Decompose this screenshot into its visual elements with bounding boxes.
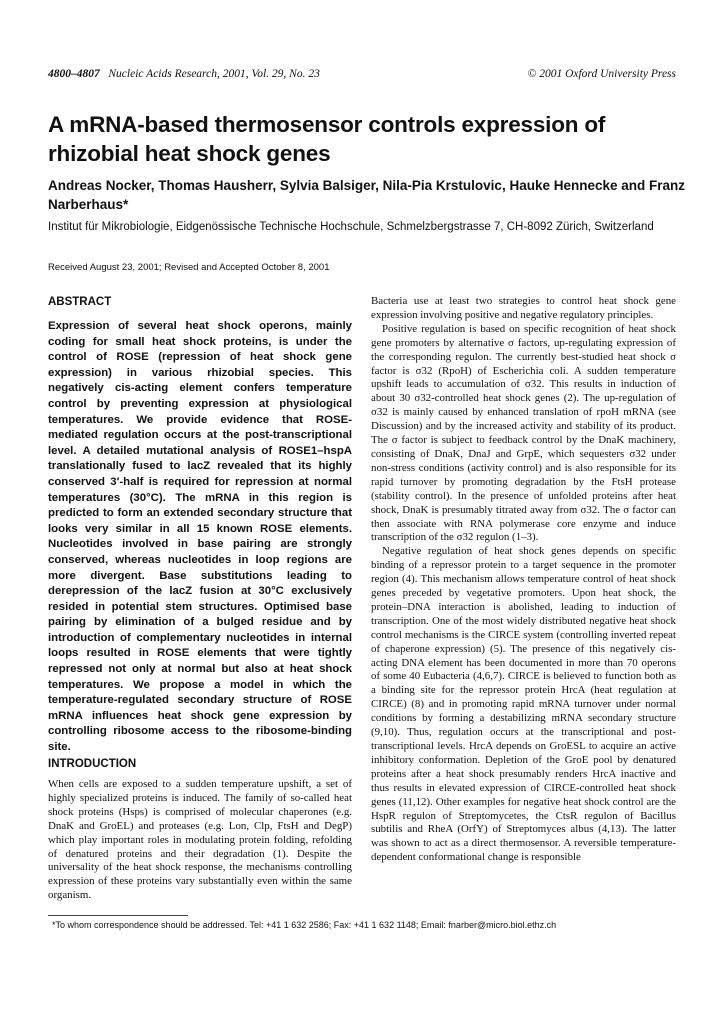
correspondence-footnote: *To whom correspondence should be addressed. Tel: +41 1 632 2586; Fax: +41 1 632 1148; Email: fnarber@micro.biol.ethz.ch: [52, 920, 557, 930]
right-column: [371, 295, 676, 865]
page-range: 4800–4807: [48, 68, 100, 80]
footnote-divider: [48, 915, 188, 916]
received-dates: Received August 23, 2001; Revised and Accepted October 8, 2001: [48, 262, 330, 273]
paragraph-strategies: Bacteria use at least two strategies to control heat shock gene expression involving positive and negative regulatory principles.: [371, 295, 676, 321]
article-title: A mRNA-based thermosensor controls expression of rhizobial heat shock genes: [48, 112, 606, 166]
author-list: Andreas Nocker, Thomas Hausherr, Sylvia Balsiger, Nila-Pia Krstulovic, Hauke Hennecke and Franz Narberhaus*: [48, 178, 685, 212]
affiliation: Institut für Mikrobiologie, Eidgenössische Technische Hochschule, Schmelzbergstrasse 7, CH-8092 Zürich, Switzerland: [48, 221, 654, 233]
journal-citation: Nucleic Acids Research, 2001, Vol. 29, No. 23: [108, 68, 320, 80]
paragraph-positive-regulation: Positive regulation is based on specific recognition of heat shock gene promoters by alternative σ factors, up-regulating expression of the corresponding regulon. The currently best-studied heat shock σ factor is σ32 (RpoH) of Escherichia coli. A sudden temperature upshift leads to accumulation of σ32. This results in induction of about 30 σ32-controlled heat shock genes (2). The up-regulation of σ32 is mainly caused by enhanced translation of rpoH mRNA (see Discussion) and by the increased activity and stability of its product. The σ factor is subject to feedback control by the DnaK machinery, consisting of DnaK, DnaJ and GrpE, which sequesters σ32 under non-stress conditions (activity control) and is also responsible for its rapid turnover by promoting degradation by the FtsH protease (stability control). In the presence of unfolded proteins after heat shock, DnaK is presumably titrated away from σ32. The σ factor can then associate with RNA polymerase core enzyme and induce transcription of the σ32 regulon (1–3).: [371, 322, 676, 544]
introduction-text: When cells are exposed to a sudden temperature upshift, a set of highly specialized proteins is induced. The family of so-called heat shock proteins (Hsps) is comprised of molecular chaperones (e.g. DnaK and GroEL) and proteases (e.g. Lon, Clp, FtsH and DegP) which play important roles in modulating protein folding, refolding of denatured proteins and their degradation (1). Despite the universality of the heat shock response, the mechanisms controlling expression of these proteins vary substantially even within the same organism.: [48, 778, 352, 902]
copyright-notice: © 2001 Oxford University Press: [527, 68, 676, 80]
introduction-heading: INTRODUCTION: [48, 758, 137, 770]
paragraph-negative-regulation: Negative regulation of heat shock genes depends on specific binding of a repressor protein to a target sequence in the promoter region (4). This mechanism allows temperature control of heat shock genes preceded by vegetative promoters. Upon heat shock, the protein–DNA interaction is abolished, leading to induction of transcription. One of the most widely distributed negative heat shock control mechanisms is the CIRCE system (controlling inverted repeat of chaperone expression) (5). The presence of this negatively cis-acting DNA element has been documented in more than 70 operons of some 40 Eubacteria (4,6,7). CIRCE is believed to function both as a binding site for the repressor protein HrcA (heat regulation at CIRCE) (8) and in promoting rapid mRNA turnover under normal conditions by forming a destabilizing mRNA secondary structure (9,10). Thus, regulation occurs at the transcriptional and post-transcriptional levels. HrcA depends on GroESL to acquire an active inhibitory conformation. Depletion of the GroE pool by denatured proteins after a heat shock presumably renders HrcA inactive and thus results in elevated expression of CIRCE-controlled heat shock genes (11,12). Other examples for negative heat shock control are the HspR regulon of Streptomycetes, the CtsR regulon of Bacillus subtilis and RheA (OrfY) of Streptomyces albus (4,13). The latter was shown to act as a direct thermosensor. A reversible temperature-dependent conformational change is responsible: [371, 545, 676, 864]
abstract-text: Expression of several heat shock operons, mainly coding for small heat shock proteins, is under the control of ROSE (repression of heat shock gene expression) in various rhizobial species. This negatively cis-acting element confers temperature control by preventing expression at physiological temperatures. We provide evidence that ROSE-mediated regulation occurs at the post-transcriptional level. A detailed mutational analysis of ROSE1–hspA translationally fused to lacZ revealed that its highly conserved 3′-half is required for repression at normal temperatures (30°C). The mRNA in this region is predicted to form an extended secondary structure that looks very similar in all 15 known ROSE elements. Nucleotides involved in base pairing are strongly conserved, whereas nucleotides in loop regions are more divergent. Base substitutions leading to derepression of the lacZ fusion at 30°C exclusively resided in potential stem structures. Optimised base pairing by elimination of a bulged residue and by introduction of complementary nucleotides in internal loops resulted in ROSE elements that were tightly repressed not only at normal but also at heat shock temperatures. We propose a model in which the temperature-regulated secondary structure of ROSE mRNA influences heat shock gene expression by controlling ribosome access to the ribosome-binding site.: [48, 320, 352, 754]
abstract-heading: ABSTRACT: [48, 296, 112, 308]
